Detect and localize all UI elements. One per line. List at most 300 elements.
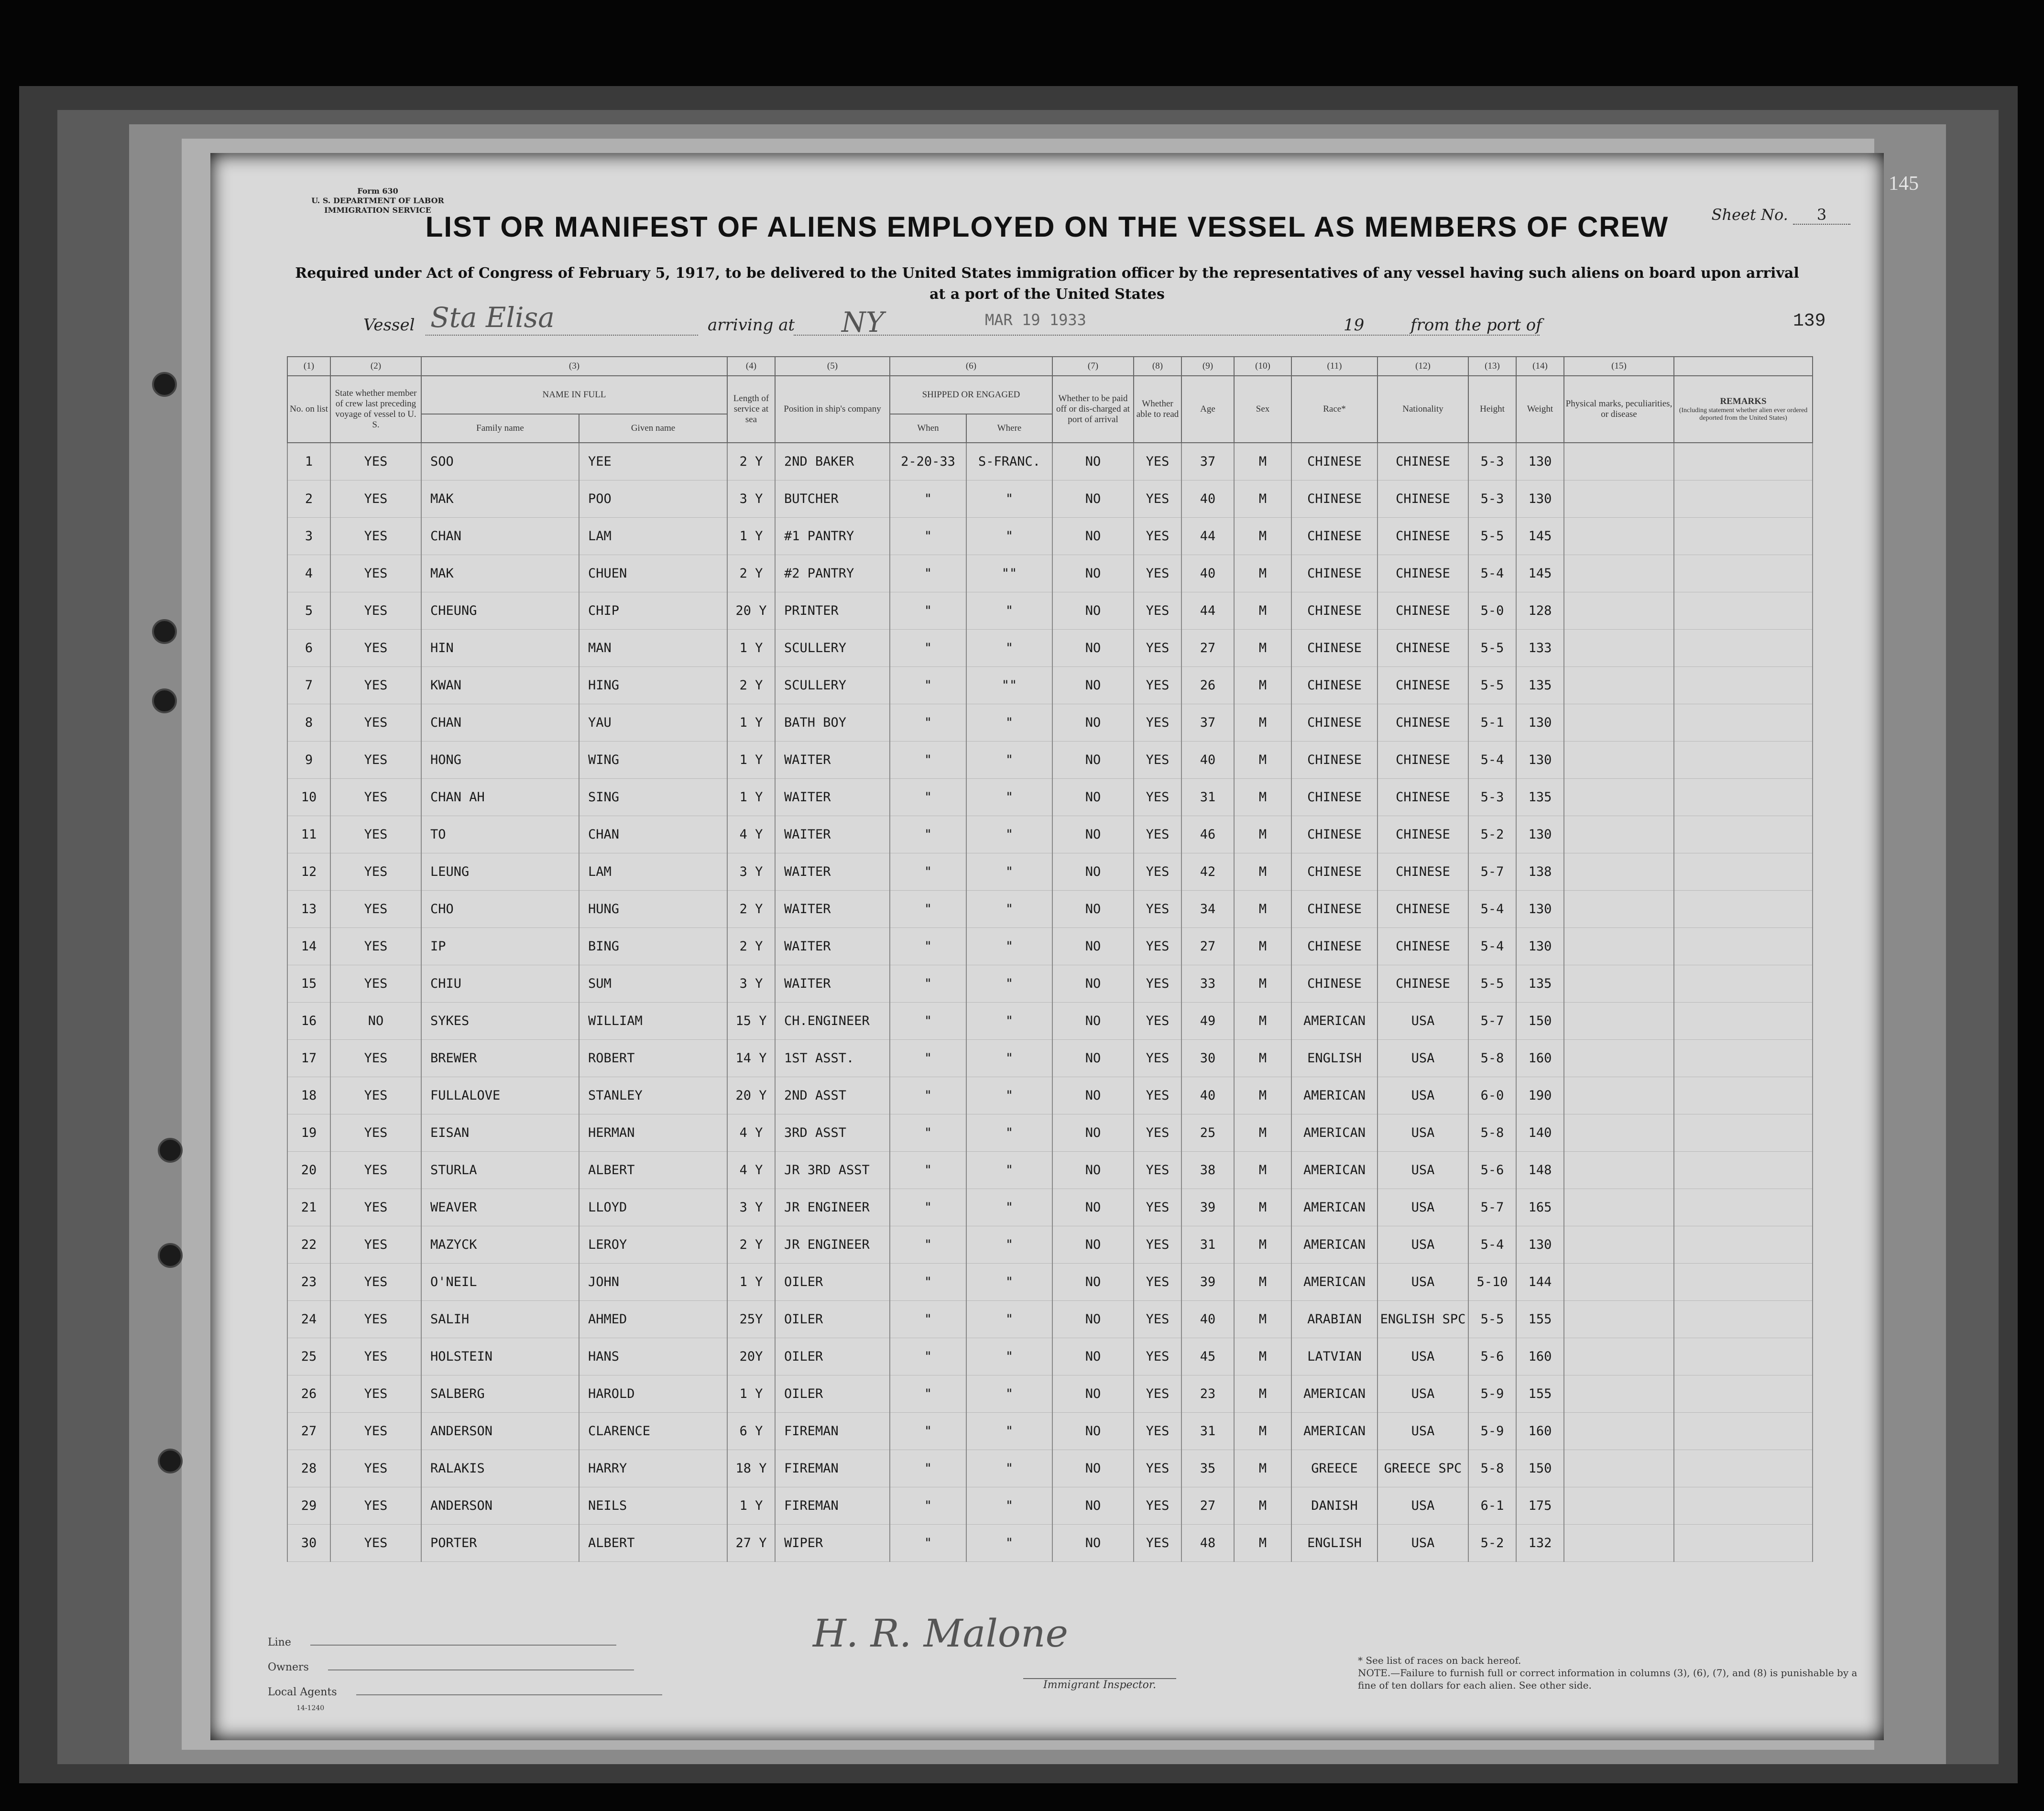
binder-hole (152, 619, 177, 644)
cell-physical-marks (1564, 1003, 1674, 1040)
cell-height: 5-1 (1468, 704, 1516, 742)
cell-prev-voyage: YES (330, 480, 421, 518)
footer-agents-blank (356, 1685, 662, 1695)
cell-given-name: ALBERT (579, 1152, 727, 1189)
cell-given-name: WILLIAM (579, 1003, 727, 1040)
cell-physical-marks (1564, 592, 1674, 630)
cell-row-number: 19 (287, 1114, 330, 1152)
cell-shipped-where: " (966, 965, 1052, 1003)
cell-nationality: USA (1377, 1189, 1468, 1226)
cell-shipped-when: " (890, 630, 966, 667)
cell-race: AMERICAN (1291, 1264, 1377, 1301)
cell-remarks (1674, 928, 1813, 965)
cell-prev-voyage: YES (330, 1077, 421, 1114)
col-num: (1) (287, 357, 330, 376)
cell-race: ARABIAN (1291, 1301, 1377, 1338)
cell-shipped-when: " (890, 555, 966, 592)
cell-given-name: JOHN (579, 1264, 727, 1301)
cell-height: 5-5 (1468, 1301, 1516, 1338)
cell-prev-voyage: YES (330, 555, 421, 592)
cell-row-number: 3 (287, 518, 330, 555)
cell-able-read: YES (1134, 1301, 1181, 1338)
cell-nationality: CHINESE (1377, 555, 1468, 592)
vessel-underline (426, 335, 698, 336)
cell-position: FIREMAN (775, 1487, 890, 1525)
cell-able-read: YES (1134, 1077, 1181, 1114)
cell-nationality: CHINESE (1377, 928, 1468, 965)
cell-paid-off: NO (1052, 592, 1134, 630)
crew-row (287, 1189, 1813, 1226)
cell-given-name: CHIP (579, 592, 727, 630)
cell-row-number: 24 (287, 1301, 330, 1338)
crew-row (287, 555, 1813, 592)
cell-remarks (1674, 853, 1813, 891)
cell-position: 1ST ASST. (775, 1040, 890, 1077)
col-num: (15) (1564, 357, 1674, 376)
header-remarks (1674, 376, 1813, 443)
cell-able-read: YES (1134, 667, 1181, 704)
cell-length-service: 1 Y (727, 704, 775, 742)
cell-able-read: YES (1134, 1413, 1181, 1450)
cell-row-number: 22 (287, 1226, 330, 1264)
cell-age: 35 (1181, 1450, 1234, 1487)
cell-height: 5-9 (1468, 1413, 1516, 1450)
crew-row (287, 1114, 1813, 1152)
cell-row-number: 29 (287, 1487, 330, 1525)
cell-paid-off: NO (1052, 1338, 1134, 1375)
cell-position: WAITER (775, 742, 890, 779)
cell-weight: 140 (1516, 1114, 1564, 1152)
cell-row-number: 25 (287, 1338, 330, 1375)
cell-position: OILER (775, 1338, 890, 1375)
cell-age: 26 (1181, 667, 1234, 704)
cell-height: 5-5 (1468, 667, 1516, 704)
cell-position: BATH BOY (775, 704, 890, 742)
cell-row-number: 21 (287, 1189, 330, 1226)
col-num-blank (1674, 357, 1813, 376)
cell-weight: 155 (1516, 1301, 1564, 1338)
cell-weight: 130 (1516, 1226, 1564, 1264)
header-paid-off: Whether to be paid off or dis-charged at port of arrival (1052, 376, 1134, 443)
cell-shipped-when: " (890, 1226, 966, 1264)
header-remarks-sub: (Including statement whether alien ever ordered deported from the United States) (1679, 407, 1808, 422)
crew-row (287, 518, 1813, 555)
cell-length-service: 2 Y (727, 443, 775, 480)
cell-row-number: 6 (287, 630, 330, 667)
cell-remarks (1674, 1003, 1813, 1040)
list-number: 139 (1793, 311, 1826, 331)
cell-physical-marks (1564, 1450, 1674, 1487)
cell-given-name: WING (579, 742, 727, 779)
cell-sex: M (1234, 667, 1291, 704)
cell-age: 39 (1181, 1264, 1234, 1301)
cell-position: SCULLERY (775, 667, 890, 704)
crew-row (287, 1487, 1813, 1525)
cell-family-name: KWAN (421, 667, 579, 704)
cell-prev-voyage: YES (330, 667, 421, 704)
col-num: (11) (1291, 357, 1377, 376)
cell-physical-marks (1564, 443, 1674, 480)
cell-able-read: YES (1134, 1040, 1181, 1077)
cell-length-service: 2 Y (727, 667, 775, 704)
cell-row-number: 17 (287, 1040, 330, 1077)
cell-race: CHINESE (1291, 592, 1377, 630)
cell-weight: 190 (1516, 1077, 1564, 1114)
cell-length-service: 18 Y (727, 1450, 775, 1487)
cell-family-name: HONG (421, 742, 579, 779)
cell-race: CHINESE (1291, 816, 1377, 853)
cell-weight: 155 (1516, 1375, 1564, 1413)
cell-length-service: 20Y (727, 1338, 775, 1375)
crew-row (287, 667, 1813, 704)
cell-age: 31 (1181, 1226, 1234, 1264)
cell-prev-voyage: YES (330, 1189, 421, 1226)
cell-family-name: ANDERSON (421, 1413, 579, 1450)
cell-able-read: YES (1134, 1525, 1181, 1562)
cell-physical-marks (1564, 1338, 1674, 1375)
cell-shipped-when: " (890, 1301, 966, 1338)
cell-paid-off: NO (1052, 1077, 1134, 1114)
cell-family-name: HIN (421, 630, 579, 667)
cell-row-number: 20 (287, 1152, 330, 1189)
cell-paid-off: NO (1052, 1413, 1134, 1450)
cell-sex: M (1234, 592, 1291, 630)
cell-able-read: YES (1134, 1226, 1181, 1264)
cell-family-name: CHAN (421, 518, 579, 555)
cell-sex: M (1234, 1450, 1291, 1487)
cell-nationality: CHINESE (1377, 853, 1468, 891)
cell-remarks (1674, 891, 1813, 928)
cell-weight: 145 (1516, 555, 1564, 592)
cell-sex: M (1234, 443, 1291, 480)
crew-row (287, 853, 1813, 891)
cell-given-name: SING (579, 779, 727, 816)
cell-shipped-where: " (966, 1189, 1052, 1226)
cell-nationality: USA (1377, 1077, 1468, 1114)
cell-position: 2ND BAKER (775, 443, 890, 480)
cell-length-service: 3 Y (727, 965, 775, 1003)
cell-age: 45 (1181, 1338, 1234, 1375)
cell-shipped-where: " (966, 630, 1052, 667)
footer-line-blank (310, 1635, 616, 1646)
cell-paid-off: NO (1052, 891, 1134, 928)
cell-shipped-where: " (966, 1525, 1052, 1562)
cell-remarks (1674, 443, 1813, 480)
cell-height: 5-0 (1468, 592, 1516, 630)
cell-remarks (1674, 779, 1813, 816)
cell-sex: M (1234, 891, 1291, 928)
cell-prev-voyage: YES (330, 518, 421, 555)
cell-height: 6-0 (1468, 1077, 1516, 1114)
cell-height: 5-6 (1468, 1152, 1516, 1189)
crew-row (287, 443, 1813, 480)
cell-given-name: NEILS (579, 1487, 727, 1525)
cell-length-service: 2 Y (727, 891, 775, 928)
cell-able-read: YES (1134, 592, 1181, 630)
manifest-sheet (210, 153, 1884, 1740)
cell-age: 40 (1181, 1077, 1234, 1114)
sheet-number-label: Sheet No. (1711, 206, 1788, 224)
manifest-subtitle: Required under Act of Congress of February 5, 1917, to be delivered to the United States immigration officer by the representatives of any vessel having such aliens on board upon arrival at a port of the United States (295, 265, 1799, 303)
cell-physical-marks (1564, 1077, 1674, 1114)
cell-given-name: LAM (579, 518, 727, 555)
cell-length-service: 1 Y (727, 779, 775, 816)
cell-shipped-where: " (966, 928, 1052, 965)
cell-race: AMERICAN (1291, 1413, 1377, 1450)
cell-able-read: YES (1134, 742, 1181, 779)
cell-height: 5-5 (1468, 965, 1516, 1003)
cell-shipped-where: " (966, 518, 1052, 555)
cell-remarks (1674, 1152, 1813, 1189)
cell-remarks (1674, 630, 1813, 667)
cell-shipped-where: " (966, 779, 1052, 816)
cell-weight: 135 (1516, 667, 1564, 704)
cell-paid-off: NO (1052, 1301, 1134, 1338)
cell-position: WAITER (775, 816, 890, 853)
cell-prev-voyage: YES (330, 1114, 421, 1152)
cell-remarks (1674, 518, 1813, 555)
cell-able-read: YES (1134, 1114, 1181, 1152)
cell-able-read: YES (1134, 443, 1181, 480)
cell-physical-marks (1564, 1413, 1674, 1450)
arriving-label: arriving at (708, 316, 795, 335)
cell-remarks (1674, 1450, 1813, 1487)
cell-physical-marks (1564, 779, 1674, 816)
cell-race: AMERICAN (1291, 1375, 1377, 1413)
cell-given-name: HING (579, 667, 727, 704)
crew-row (287, 704, 1813, 742)
cell-shipped-where: " (966, 816, 1052, 853)
cell-shipped-when: " (890, 928, 966, 965)
cell-position: WAITER (775, 891, 890, 928)
cell-weight: 128 (1516, 592, 1564, 630)
cell-weight: 150 (1516, 1450, 1564, 1487)
cell-length-service: 6 Y (727, 1413, 775, 1450)
cell-able-read: YES (1134, 965, 1181, 1003)
cell-shipped-when: " (890, 965, 966, 1003)
cell-shipped-where: " (966, 1487, 1052, 1525)
cell-sex: M (1234, 518, 1291, 555)
cell-position: PRINTER (775, 592, 890, 630)
cell-nationality: CHINESE (1377, 480, 1468, 518)
cell-height: 5-8 (1468, 1114, 1516, 1152)
cell-physical-marks (1564, 1301, 1674, 1338)
cell-position: JR ENGINEER (775, 1226, 890, 1264)
cell-given-name: ROBERT (579, 1040, 727, 1077)
cell-paid-off: NO (1052, 1226, 1134, 1264)
cell-row-number: 16 (287, 1003, 330, 1040)
cell-age: 38 (1181, 1152, 1234, 1189)
cell-weight: 130 (1516, 891, 1564, 928)
cell-nationality: USA (1377, 1525, 1468, 1562)
cell-row-number: 11 (287, 816, 330, 853)
header-physical-marks: Physical marks, peculiarities, or disease (1564, 376, 1674, 443)
cell-age: 31 (1181, 779, 1234, 816)
cell-able-read: YES (1134, 518, 1181, 555)
cell-able-read: YES (1134, 704, 1181, 742)
footer-agents (268, 1680, 662, 1705)
cell-physical-marks (1564, 1375, 1674, 1413)
cell-nationality: CHINESE (1377, 816, 1468, 853)
footer-line (268, 1630, 662, 1655)
cell-given-name: BING (579, 928, 727, 965)
crew-row (287, 1152, 1813, 1189)
cell-given-name: HANS (579, 1338, 727, 1375)
cell-height: 5-5 (1468, 630, 1516, 667)
cell-prev-voyage: YES (330, 1450, 421, 1487)
header-remarks-title: REMARKS (1720, 396, 1767, 406)
cell-race: CHINESE (1291, 480, 1377, 518)
col-num: (8) (1134, 357, 1181, 376)
cell-able-read: YES (1134, 1152, 1181, 1189)
cell-row-number: 10 (287, 779, 330, 816)
cell-family-name: CHAN (421, 704, 579, 742)
cell-remarks (1674, 816, 1813, 853)
cell-nationality: CHINESE (1377, 630, 1468, 667)
crew-row (287, 630, 1813, 667)
binder-hole (152, 372, 177, 397)
page-number: 145 (1889, 173, 1919, 195)
cell-family-name: MAK (421, 555, 579, 592)
crew-table-body (287, 443, 1813, 1562)
header-sex: Sex (1234, 376, 1291, 443)
cell-paid-off: NO (1052, 1450, 1134, 1487)
cell-nationality: CHINESE (1377, 779, 1468, 816)
cell-position: CH.ENGINEER (775, 1003, 890, 1040)
cell-height: 5-8 (1468, 1040, 1516, 1077)
crew-row (287, 965, 1813, 1003)
cell-remarks (1674, 1189, 1813, 1226)
binder-hole (158, 1138, 183, 1163)
cell-age: 27 (1181, 1487, 1234, 1525)
cell-shipped-when: " (890, 779, 966, 816)
header-weight: Weight (1516, 376, 1564, 443)
cell-length-service: 1 Y (727, 518, 775, 555)
cell-weight: 148 (1516, 1152, 1564, 1189)
cell-family-name: IP (421, 928, 579, 965)
cell-prev-voyage: YES (330, 1338, 421, 1375)
cell-prev-voyage: YES (330, 1487, 421, 1525)
crew-row (287, 1264, 1813, 1301)
cell-prev-voyage: YES (330, 965, 421, 1003)
cell-length-service: 4 Y (727, 1114, 775, 1152)
binder-hole (152, 688, 177, 713)
cell-shipped-when: " (890, 1525, 966, 1562)
cell-given-name: YEE (579, 443, 727, 480)
cell-paid-off: NO (1052, 1375, 1134, 1413)
col-num: (10) (1234, 357, 1291, 376)
cell-physical-marks (1564, 1264, 1674, 1301)
cell-prev-voyage: YES (330, 1301, 421, 1338)
footer-owners-blank (328, 1660, 634, 1670)
cell-prev-voyage: YES (330, 1413, 421, 1450)
cell-age: 46 (1181, 816, 1234, 853)
cell-race: AMERICAN (1291, 1226, 1377, 1264)
footer-owners-label: Owners (268, 1661, 309, 1673)
cell-sex: M (1234, 1226, 1291, 1264)
cell-family-name: MAK (421, 480, 579, 518)
cell-paid-off: NO (1052, 480, 1134, 518)
cell-height: 5-5 (1468, 518, 1516, 555)
cell-age: 34 (1181, 891, 1234, 928)
cell-family-name: BREWER (421, 1040, 579, 1077)
cell-family-name: WEAVER (421, 1189, 579, 1226)
cell-length-service: 15 Y (727, 1003, 775, 1040)
cell-weight: 130 (1516, 742, 1564, 779)
cell-sex: M (1234, 779, 1291, 816)
cell-physical-marks (1564, 1189, 1674, 1226)
cell-sex: M (1234, 1114, 1291, 1152)
cell-row-number: 23 (287, 1264, 330, 1301)
cell-weight: 132 (1516, 1525, 1564, 1562)
cell-shipped-where: " (966, 1301, 1052, 1338)
binder-hole (158, 1243, 183, 1268)
cell-physical-marks (1564, 630, 1674, 667)
cell-family-name: ANDERSON (421, 1487, 579, 1525)
cell-given-name: CLARENCE (579, 1413, 727, 1450)
footer-line-label: Line (268, 1636, 291, 1648)
cell-able-read: YES (1134, 853, 1181, 891)
cell-family-name: SALBERG (421, 1375, 579, 1413)
cell-position: BUTCHER (775, 480, 890, 518)
cell-sex: M (1234, 1413, 1291, 1450)
cell-height: 5-7 (1468, 1189, 1516, 1226)
manifest-title: LIST OR MANIFEST OF ALIENS EMPLOYED ON THE VESSEL AS MEMBERS OF CREW (425, 211, 1669, 243)
cell-able-read: YES (1134, 891, 1181, 928)
cell-position: #2 PANTRY (775, 555, 890, 592)
cell-sex: M (1234, 1040, 1291, 1077)
cell-sex: M (1234, 1152, 1291, 1189)
cell-physical-marks (1564, 1152, 1674, 1189)
cell-length-service: 1 Y (727, 1375, 775, 1413)
cell-age: 23 (1181, 1375, 1234, 1413)
cell-sex: M (1234, 1077, 1291, 1114)
header-position: Position in ship's company (775, 376, 890, 443)
cell-race: CHINESE (1291, 965, 1377, 1003)
cell-shipped-where: " (966, 1226, 1052, 1264)
crew-table (287, 356, 1813, 1562)
cell-nationality: CHINESE (1377, 592, 1468, 630)
cell-race: LATVIAN (1291, 1338, 1377, 1375)
cell-height: 5-10 (1468, 1264, 1516, 1301)
cell-race: AMERICAN (1291, 1003, 1377, 1040)
cell-weight: 138 (1516, 853, 1564, 891)
cell-family-name: CHAN AH (421, 779, 579, 816)
cell-position: JR ENGINEER (775, 1189, 890, 1226)
cell-shipped-when: " (890, 1450, 966, 1487)
cell-prev-voyage: YES (330, 928, 421, 965)
cell-prev-voyage: YES (330, 704, 421, 742)
header-shipped: SHIPPED OR ENGAGED (890, 376, 1052, 414)
cell-prev-voyage: YES (330, 630, 421, 667)
cell-paid-off: NO (1052, 1264, 1134, 1301)
cell-height: 5-4 (1468, 555, 1516, 592)
cell-shipped-where: "" (966, 667, 1052, 704)
col-num: (7) (1052, 357, 1134, 376)
cell-remarks (1674, 1040, 1813, 1077)
cell-family-name: MAZYCK (421, 1226, 579, 1264)
cell-shipped-where: " (966, 891, 1052, 928)
cell-race: CHINESE (1291, 704, 1377, 742)
crew-row (287, 1375, 1813, 1413)
cell-shipped-where: " (966, 1152, 1052, 1189)
cell-nationality: CHINESE (1377, 891, 1468, 928)
cell-family-name: CHO (421, 891, 579, 928)
cell-prev-voyage: YES (330, 779, 421, 816)
cell-weight: 160 (1516, 1040, 1564, 1077)
cell-length-service: 2 Y (727, 1226, 775, 1264)
cell-position: #1 PANTRY (775, 518, 890, 555)
